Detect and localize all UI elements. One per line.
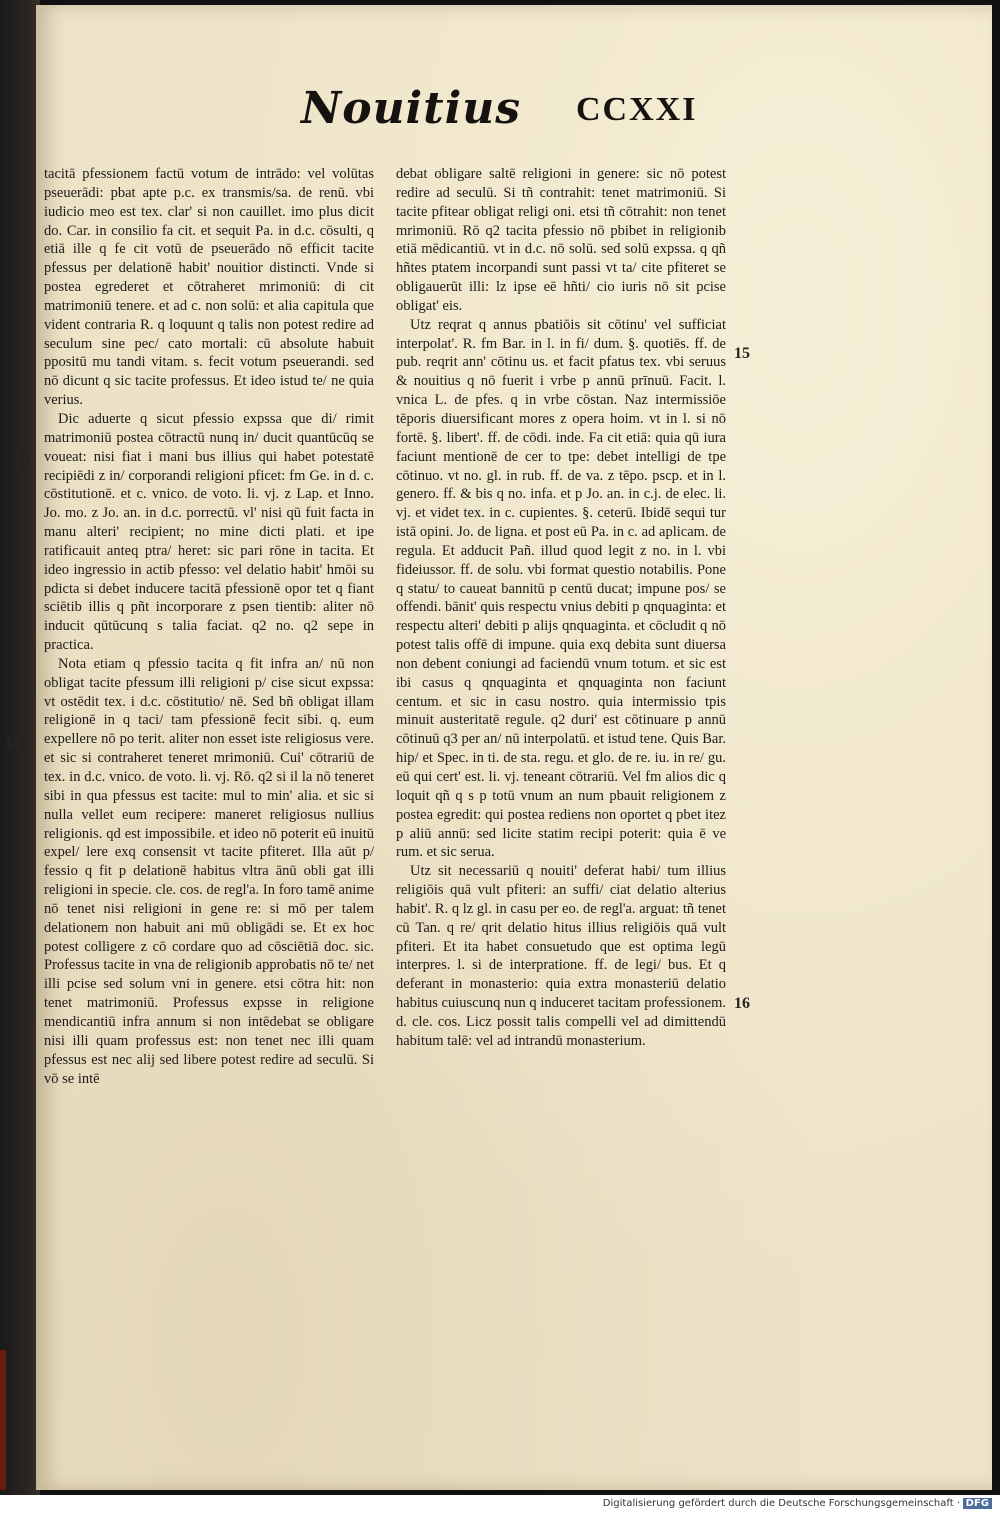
margin-number-14: 14 xyxy=(4,735,20,752)
paragraph: Utz sit necessariū q nouiti' deferat habi/ tum illius religiōis quā vult pfiteri: an suffi/ ciat delatio alterius habit'. R. q lz gl. in casu per eo. de regl'a. arguat: tñ tenet cū Tan. q re/ qrit delatio hitus illius religiōis quā vult pfiteri. Et ita habet consuetudo que est optima legū interpres. l. si de interpratione. ff. de legi/ bus. Et q deferant in monasterio: quia extra monasteriū delatio habitus cuiuscunq nun q induceret tacitam professionem. d. cle. cos. Licz possit talis compelli vel ad dimittendū habitum talē: vel ad intrandū monasterium. xyxy=(396,863,726,1049)
paragraph: Nota etiam q pfessio tacita q fit infra an/ nū non obligat tacite pfessum illi religioni p/ cise sicut expssa: vt ostēdit tex. i d.c. cōstitutio/ nē. Sed bñ obligat illam religionē in q taci/ tam pfessionē fecit sibi. q. eum expellere nō po terit. aliter non esset iste religiosus vere. et sic si contraheret teneret mrimoniū. Cui' cōtrariū de tex. in d.c. vnico. de voto. li. vj. Rō. q2 si il la nō teneret sibi in qua pfessus est tacite: mul to min' alia. et sic si nulla vellet eum recipere: maneret religiosus nullius religionis. qd est impossibile. et ideo nō poterit eū inuitū expel/ lere exq consensit vt tacite pfiteret. Illa aūt p/ fessio q fit p delationē habitus vltra ānū obli gat illi religioni in specie. cle. cos. de regl'a. In foro tamē anime nō tenet nisi religioni in gene re: si mō per talem delationem non habuit ani mū obligādi se. Et ex hoc potest colligere z cō cordare quo ad cōsciētiā doc. sic. Professus tacite in vna de religionib approbatis nō te/ net illi pcise sed solum vni in genere. etsi cōtra hit: non tenet matrimoniū. Professus expsse in religione mendicantiū infra annum si non intēdebat se obligare nisi illi quam professus est: non tenet nec illi quam pfessus est nec alij sed libere potest redire ad seculū. Si vō se intē xyxy=(44,655,374,1087)
binding-red-edge xyxy=(0,1350,6,1490)
running-head: Nouitius xyxy=(301,83,522,134)
margin-number-15: 15 xyxy=(734,345,750,362)
dfg-logo: DFG xyxy=(963,1498,992,1509)
margin-number-13: 13 xyxy=(14,452,30,469)
right-column xyxy=(396,165,726,1051)
book-page xyxy=(4,5,992,1490)
funding-credit: Digitalisierung gefördert durch die Deutsche Forschungsgemeinschaft · xyxy=(602,1498,960,1509)
left-column xyxy=(44,165,374,1088)
paragraph: Utz reqrat q annus pbatiōis sit cōtinu' vel sufficiat interpolat'. R. fm Bar. in l. in fi/ dum. §. quotiēs. ff. de pub. reqrit ann' cōtinu us. et facit pfatus tex. vbi seruus & nouitius q nō fuerit i vrbe p annū prīnuū. Facit. l. vnica L. de pfes. q in vrbe cōstan. Naz intermissiōe tēporis diuersificant mores z opera hoim. vt in l. si nō fortē. §. libert'. ff. de cōdi. inde. Fa cit etiā: quia qū iura faciunt mentionē de cer to tpe: debet intelligi de tpe cōtinuo. vt no. gl. in rub. ff. de va. z tēpo. pscp. et in l. genero. ff. & bis q no. infa. et p Jo. an. in c.j. de elec. li. vj. et videt tex. in c. cupientes. §. ceterū. Ibidē sequi tur istā opini. Jo. de ligna. et post eū Pa. in c. ad aplicam. de regula. Et adducit Pañ. illud quod legit z no. in l. vbi fideiussor. ff. de solu. vbi format questio notabilis. Pone q statu/ to caueat bannitū p centū ducat; impune pos/ se offendi. bānit' quis respectu vnius debiti p qnquaginta: et respectu alteri' debiti p alijs qnquaginta. et cōcludit q nō potest talis offē di impune. quia exq debita sunt diuersa non debent coniungi ad faciendū vnum totum. et sic est ibi casus q qnquaginta et qnquaginta non faciunt centum. et sic in casu nostro. quia intermissio tpis minuit austeritatē regule. q2 duri' est cōtinuare p annū cōtinuū q3 per an/ nū interpolatū. et istud tene. Quis Bar. hip/ et Spec. in ti. de sta. regu. et glo. de re. iu. in re/ gu. eū qui cert' est. li. vj. teneant cōtrariū. Vel fm alios dic q loquit qñ q s p totū vnum an num pbauit religionem z postea egredit: qui postea rediens non oportet q pbet itez p aliū annū: sed licite statim recipi poterit: quia ē ve rum. et sic serua. xyxy=(396,316,726,861)
paragraph: Dic aduerte q sicut pfessio expssa que di/ rimit matrimoniū postea cōtractū nunq in/ ducit quantūcūq se voueat: nisi fiat i mani bus illius qui habet potestatē recipiēdi z in/ corporandi religioni pficet: fm Ge. in d. c. cōstitutionē. et c. vnico. de voto. li. vj. z Lap. et Inno. Jo. mo. z Jo. an. in d.c. porrectū. vl' nisi qū fuit facta in manu alteri' recipient; no mine dicti plati. et ipe ratificauit anteq ptra/ heret: sic pari rōne in tacita. Et ideo ingressio in actib pfesso: vel delatio habit' hmōi su pdicta si debet inducere tacitā pfessionē opor tet q fiant sciētib illis q pñt incorporare z psen tientib: aliter nō inducit qūtūcunq s talia faciat. q2 no. q2 sepe in practica. xyxy=(44,410,374,654)
folio-number: CCXXI xyxy=(576,91,698,128)
margin-number-16: 16 xyxy=(734,995,750,1012)
paragraph: debat obligare saltē religioni in genere: sic nō potest redire ad seculū. Si tñ contrahit: tenet matrimoniū. Si tacite pfitear obligat religi oni. etsi tñ cōtrahit: non tenet mrimoniū. Rō q2 tacita pfessio nō pbibet in religionib etiā mēdicantiū. vt in d.c. nō solū. sed solū expssa. q qñ hñtes ptatem incorpandi sunt passi vt ta/ cite pfiteret se obligauerūt illi: lz ipse eē hñti/ cio iuris nō sit pcise obligat' eis. xyxy=(396,166,726,314)
footer-bar xyxy=(0,1495,1000,1515)
paragraph: tacitā pfessionem factū votum de intrādo: vel volūtas pseuerādi: pbat apte p.c. ex transmis/sa. de renū. vbi iudicio meo est tex. clar' si non cauillet. imo plus dicit do. Car. in consilio fa cit. et sequit Pa. in d.c. cōsulti, q etiā ille q fe cit votū de pseuerādo nō efficit tacite pfessus per delationē habit' nouitior distincti. Vnde si postea egrederet et cōtraheret mrimoniū: di cit matrimoniū tenere. et ad c. non solū: et alia capitula que vident contraria R. q loquunt q talis non potest redire ad seculum sine pec/ cato mortali: cū absolute habuit ppositū mu tandi vitam. s. fecit votum pseuerandi. sed nō dicunt q sic tacite professus. Et ideo istud te/ ne quia verius. xyxy=(44,166,374,409)
page-header xyxy=(36,83,992,143)
